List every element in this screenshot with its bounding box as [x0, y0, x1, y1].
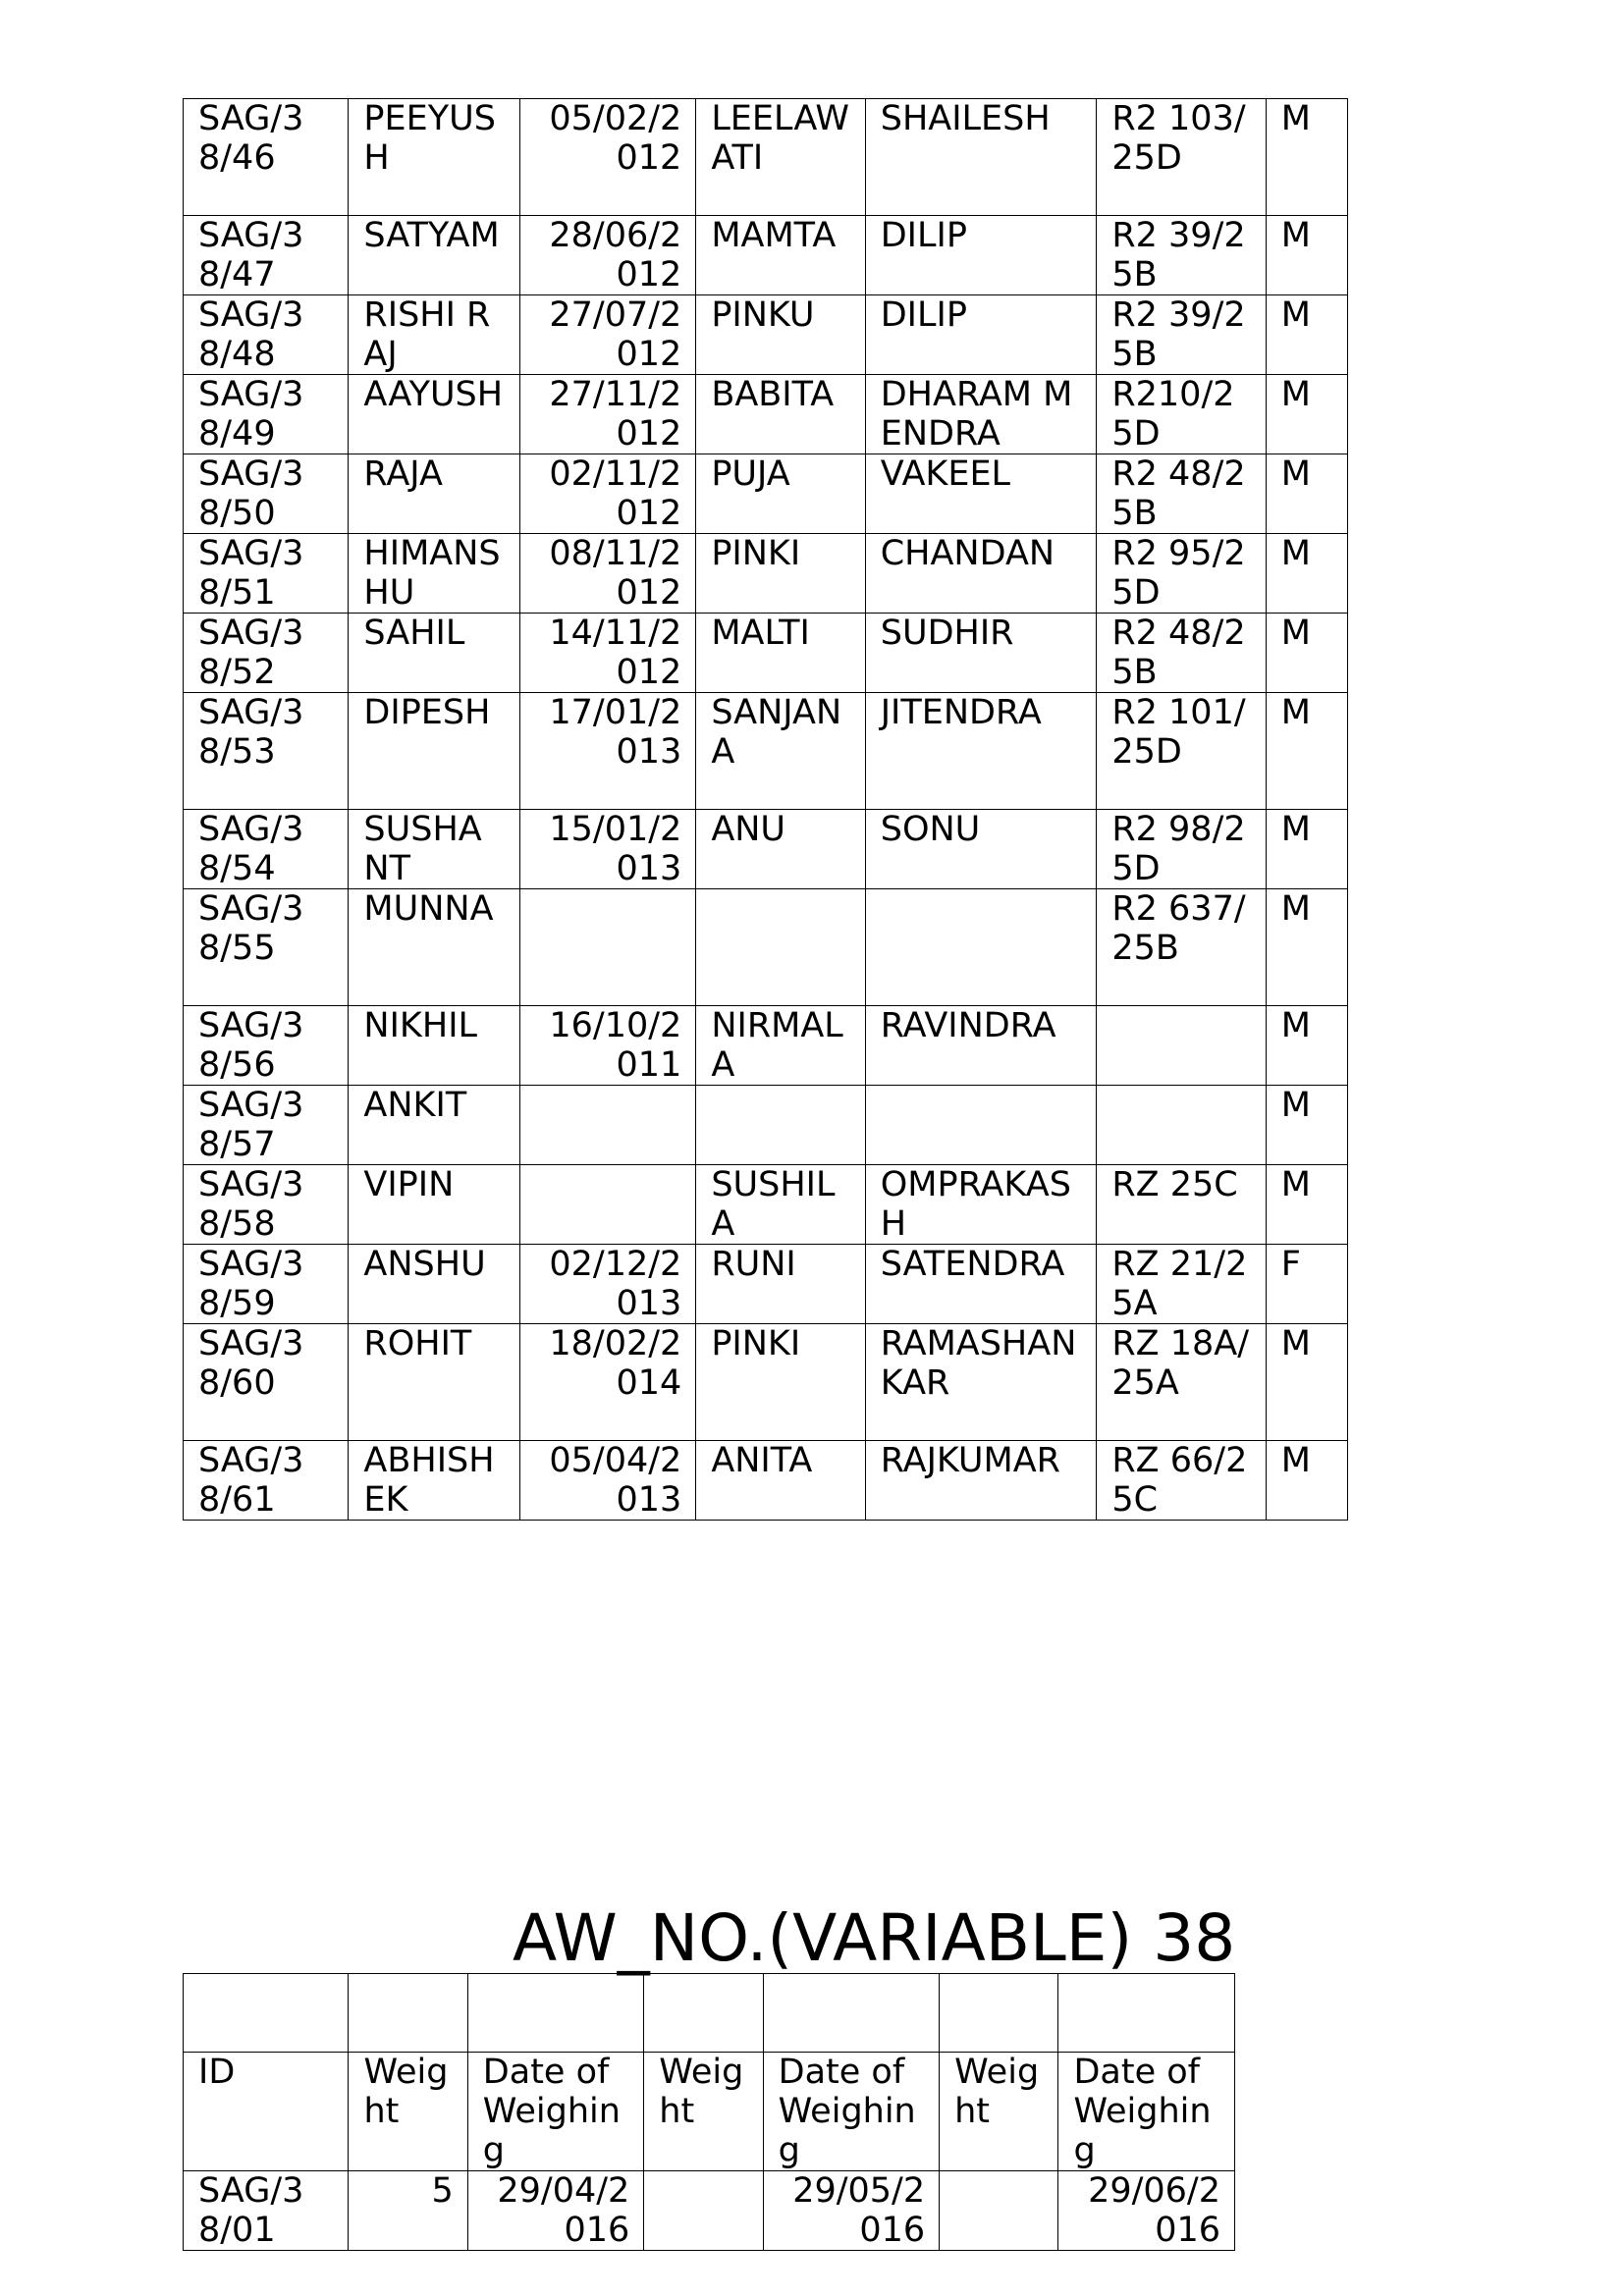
empty-cell	[644, 1974, 763, 2053]
mother-name-cell: ANITA	[696, 1441, 865, 1521]
address-cell: R2 39/25B	[1097, 295, 1266, 375]
child-id-cell: SAG/38/51	[184, 534, 349, 614]
table-row	[184, 1006, 1348, 1086]
address-cell: R2 39/25B	[1097, 216, 1266, 295]
address-cell: R2 48/25B	[1097, 454, 1266, 534]
child-name-cell: NIKHIL	[349, 1006, 519, 1086]
child-id-cell: SAG/38/47	[184, 216, 349, 295]
table-row	[184, 99, 1348, 216]
gender-cell: M	[1266, 295, 1347, 375]
mother-name-cell: PINKI	[696, 534, 865, 614]
mother-name-cell: PUJA	[696, 454, 865, 534]
gender-cell: M	[1266, 1086, 1347, 1165]
father-name-cell: DILIP	[865, 216, 1097, 295]
date-of-birth-cell: 15/01/2013	[519, 810, 695, 889]
father-name-cell: SUDHIR	[865, 614, 1097, 693]
table-row	[184, 1086, 1348, 1165]
gender-cell: F	[1266, 1245, 1347, 1324]
empty-cell	[763, 1974, 940, 2053]
table-row	[184, 810, 1348, 889]
mother-name-cell: MALTI	[696, 614, 865, 693]
mother-name-cell: ANU	[696, 810, 865, 889]
weighing-date-cell: 29/04/2016	[467, 2171, 644, 2251]
child-id-cell: SAG/38/52	[184, 614, 349, 693]
date-of-birth-cell	[519, 889, 695, 1006]
mother-name-cell: LEELAWATI	[696, 99, 865, 216]
column-header: Date of Weighing	[763, 2053, 940, 2171]
father-name-cell: RAJKUMAR	[865, 1441, 1097, 1521]
father-name-cell: SATENDRA	[865, 1245, 1097, 1324]
date-of-birth-cell: 27/07/2012	[519, 295, 695, 375]
gender-cell: M	[1266, 1165, 1347, 1245]
table-row	[184, 1441, 1348, 1521]
gender-cell: M	[1266, 1324, 1347, 1441]
address-cell: RZ 25C	[1097, 1165, 1266, 1245]
gender-cell: M	[1266, 889, 1347, 1006]
blank-header-row	[184, 1974, 1235, 2053]
child-id-cell: SAG/38/55	[184, 889, 349, 1006]
date-of-birth-cell: 05/02/2012	[519, 99, 695, 216]
father-name-cell: VAKEEL	[865, 454, 1097, 534]
child-id-cell: SAG/38/60	[184, 1324, 349, 1441]
column-header: Date of Weighing	[1058, 2053, 1235, 2171]
child-id-cell: SAG/38/57	[184, 1086, 349, 1165]
date-of-birth-cell: 14/11/2012	[519, 614, 695, 693]
child-name-cell: SUSHANT	[349, 810, 519, 889]
date-of-birth-cell	[519, 1086, 695, 1165]
child-id-cell: SAG/38/58	[184, 1165, 349, 1245]
child-name-cell: PEEYUSH	[349, 99, 519, 216]
mother-name-cell	[696, 1086, 865, 1165]
child-name-cell: RISHI RAJ	[349, 295, 519, 375]
page-title: AW_NO.(VARIABLE) 38	[513, 1900, 1236, 1976]
table-row	[184, 216, 1348, 295]
child-id-cell: SAG/38/49	[184, 375, 349, 454]
mother-name-cell: MAMTA	[696, 216, 865, 295]
gender-cell: M	[1266, 693, 1347, 810]
child-id-cell: SAG/38/56	[184, 1006, 349, 1086]
weight-record-table	[183, 1973, 1235, 2251]
address-cell: R2 637/25B	[1097, 889, 1266, 1006]
gender-cell: M	[1266, 99, 1347, 216]
child-name-cell: MUNNA	[349, 889, 519, 1006]
child-id-cell: SAG/38/48	[184, 295, 349, 375]
gender-cell: M	[1266, 810, 1347, 889]
date-of-birth-cell: 02/12/2013	[519, 1245, 695, 1324]
gender-cell: M	[1266, 454, 1347, 534]
table-row	[184, 375, 1348, 454]
address-cell: RZ 66/25C	[1097, 1441, 1266, 1521]
child-name-cell: HIMANSHU	[349, 534, 519, 614]
father-name-cell: SHAILESH	[865, 99, 1097, 216]
date-of-birth-cell: 08/11/2012	[519, 534, 695, 614]
child-id-cell: SAG/38/50	[184, 454, 349, 534]
address-cell: R2 48/25B	[1097, 614, 1266, 693]
mother-name-cell: RUNI	[696, 1245, 865, 1324]
father-name-cell: JITENDRA	[865, 693, 1097, 810]
father-name-cell: CHANDAN	[865, 534, 1097, 614]
table-row	[184, 454, 1348, 534]
date-of-birth-cell	[519, 1165, 695, 1245]
id-cell: SAG/38/01	[184, 2171, 349, 2251]
address-cell: RZ 21/25A	[1097, 1245, 1266, 1324]
table-row	[184, 614, 1348, 693]
address-cell	[1097, 1006, 1266, 1086]
address-cell: R210/25D	[1097, 375, 1266, 454]
mother-name-cell: PINKI	[696, 1324, 865, 1441]
father-name-cell: OMPRAKASH	[865, 1165, 1097, 1245]
column-header: Date of Weighing	[467, 2053, 644, 2171]
date-of-birth-cell: 16/10/2011	[519, 1006, 695, 1086]
weighing-date-cell: 29/06/2016	[1058, 2171, 1235, 2251]
gender-cell: M	[1266, 216, 1347, 295]
table-row	[184, 1165, 1348, 1245]
child-name-cell: ABHISHEK	[349, 1441, 519, 1521]
table-row	[184, 693, 1348, 810]
weight-cell	[644, 2171, 763, 2251]
address-cell: R2 103/25D	[1097, 99, 1266, 216]
child-name-cell: VIPIN	[349, 1165, 519, 1245]
table-row	[184, 534, 1348, 614]
child-name-cell: SATYAM	[349, 216, 519, 295]
table-row	[184, 1245, 1348, 1324]
father-name-cell	[865, 1086, 1097, 1165]
mother-name-cell: BABITA	[696, 375, 865, 454]
child-name-cell: RAJA	[349, 454, 519, 534]
date-of-birth-cell: 05/04/2013	[519, 1441, 695, 1521]
mother-name-cell: PINKU	[696, 295, 865, 375]
child-name-cell: ANKIT	[349, 1086, 519, 1165]
child-name-cell: SAHIL	[349, 614, 519, 693]
weighing-date-cell: 29/05/2016	[763, 2171, 940, 2251]
child-name-cell: DIPESH	[349, 693, 519, 810]
gender-cell: M	[1266, 375, 1347, 454]
child-id-cell: SAG/38/54	[184, 810, 349, 889]
mother-name-cell: SANJANA	[696, 693, 865, 810]
gender-cell: M	[1266, 1006, 1347, 1086]
father-name-cell	[865, 889, 1097, 1006]
father-name-cell: DILIP	[865, 295, 1097, 375]
father-name-cell: RAVINDRA	[865, 1006, 1097, 1086]
father-name-cell: RAMASHANKAR	[865, 1324, 1097, 1441]
child-id-cell: SAG/38/53	[184, 693, 349, 810]
mother-name-cell	[696, 889, 865, 1006]
empty-cell	[184, 1974, 349, 2053]
gender-cell: M	[1266, 534, 1347, 614]
children-register-table	[183, 98, 1348, 1521]
address-cell: R2 101/25D	[1097, 693, 1266, 810]
address-cell: R2 98/25D	[1097, 810, 1266, 889]
date-of-birth-cell: 27/11/2012	[519, 375, 695, 454]
weight-cell: 5	[349, 2171, 467, 2251]
column-header: Weight	[644, 2053, 763, 2171]
empty-cell	[467, 1974, 644, 2053]
gender-cell: M	[1266, 614, 1347, 693]
address-cell: RZ 18A/25A	[1097, 1324, 1266, 1441]
address-cell	[1097, 1086, 1266, 1165]
header-row	[184, 2053, 1235, 2171]
weight-cell	[940, 2171, 1058, 2251]
column-header: Weight	[940, 2053, 1058, 2171]
table-row	[184, 295, 1348, 375]
table-row	[184, 1324, 1348, 1441]
child-name-cell: AAYUSH	[349, 375, 519, 454]
child-name-cell: ROHIT	[349, 1324, 519, 1441]
column-header: ID	[184, 2053, 349, 2171]
table-row	[184, 2171, 1235, 2251]
mother-name-cell: NIRMALA	[696, 1006, 865, 1086]
empty-cell	[1058, 1974, 1235, 2053]
date-of-birth-cell: 17/01/2013	[519, 693, 695, 810]
column-header: Weight	[349, 2053, 467, 2171]
child-id-cell: SAG/38/59	[184, 1245, 349, 1324]
empty-cell	[349, 1974, 467, 2053]
address-cell: R2 95/25D	[1097, 534, 1266, 614]
table-row	[184, 889, 1348, 1006]
empty-cell	[940, 1974, 1058, 2053]
child-id-cell: SAG/38/46	[184, 99, 349, 216]
mother-name-cell: SUSHILA	[696, 1165, 865, 1245]
date-of-birth-cell: 28/06/2012	[519, 216, 695, 295]
child-name-cell: ANSHU	[349, 1245, 519, 1324]
father-name-cell: DHARAM MENDRA	[865, 375, 1097, 454]
child-id-cell: SAG/38/61	[184, 1441, 349, 1521]
date-of-birth-cell: 02/11/2012	[519, 454, 695, 534]
father-name-cell: SONU	[865, 810, 1097, 889]
date-of-birth-cell: 18/02/2014	[519, 1324, 695, 1441]
gender-cell: M	[1266, 1441, 1347, 1521]
